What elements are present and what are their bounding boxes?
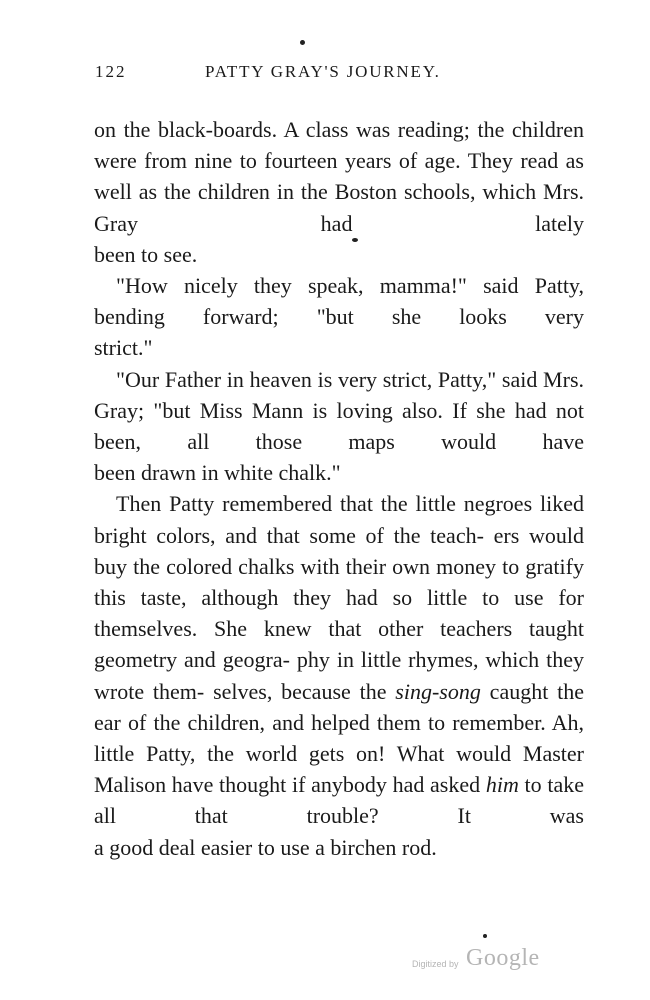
text-line: said Mrs. Gray; "but Miss Mann is loving also. bbox=[94, 366, 585, 423]
text-line: that other teachers taught geometry and geogra- bbox=[94, 616, 585, 673]
text-line: been to see. bbox=[94, 241, 198, 267]
page-number: 122 bbox=[95, 62, 127, 81]
paragraph-1 bbox=[94, 114, 584, 239]
page-speck-top bbox=[300, 40, 305, 45]
paragraph-2-end bbox=[94, 332, 584, 363]
emphasis-sing-song: sing-song bbox=[395, 678, 481, 704]
paragraph-3 bbox=[94, 364, 584, 458]
paragraph-4 bbox=[94, 488, 584, 831]
paragraph-2 bbox=[94, 270, 584, 332]
text-line: "Our Father in heaven is very strict, Patty," bbox=[116, 366, 497, 392]
running-head bbox=[95, 62, 585, 88]
text-line: had so little to use for themselves. She knew bbox=[94, 585, 585, 642]
text-line: strict." bbox=[94, 335, 153, 361]
text-line: selves, because the bbox=[213, 678, 396, 704]
text-line: Patty, bending forward; "but she looks very bbox=[94, 273, 584, 330]
text-line: If she had not been, all those maps would have bbox=[94, 397, 585, 455]
text-line: liked bright colors, and that some of the teach- bbox=[94, 491, 584, 548]
text-line: ers would buy the colored chalks with their bbox=[94, 522, 585, 579]
running-title: PATTY GRAY'S JOURNEY. bbox=[205, 62, 441, 81]
text-line: would Master Malison have thought if anybody bbox=[94, 741, 585, 798]
text-line: the children, and helped them to remember. bbox=[153, 709, 546, 735]
text-line: phy in little rhymes, which they wrote them- bbox=[94, 647, 584, 704]
text-line: children were from nine to fourteen years of bbox=[94, 117, 584, 174]
text-line: been drawn in white chalk." bbox=[94, 460, 341, 486]
text-line: age. They read as well as the children in the bbox=[94, 148, 584, 205]
body-text bbox=[94, 114, 584, 863]
paragraph-4-end bbox=[94, 832, 584, 863]
emphasis-him: him bbox=[485, 772, 519, 798]
google-logo: Google bbox=[466, 945, 540, 971]
digitized-by-google-watermark bbox=[400, 945, 560, 975]
text-line: Then Patty remembered that the little negroes bbox=[116, 491, 533, 517]
text-line: on the black-boards. A class was reading; the bbox=[94, 117, 505, 142]
text-line: to take all that trouble? It was bbox=[94, 772, 584, 829]
text-line: "How nicely they speak, mamma!" said bbox=[116, 273, 519, 299]
page-speck-bottom bbox=[483, 934, 487, 938]
text-line: a good deal easier to use a birchen rod. bbox=[94, 834, 437, 860]
paragraph-3-end bbox=[94, 457, 584, 488]
text-line: own money to gratify this taste, although they bbox=[94, 553, 584, 611]
text-line: Ah, little Patty, the world gets on! What bbox=[94, 709, 585, 767]
text-line: caught the ear of bbox=[94, 678, 585, 735]
watermark-digitized-label: Digitized by bbox=[412, 959, 459, 969]
text-line: Boston schools, which Mrs. Gray had lately bbox=[94, 179, 585, 236]
text-line: had asked bbox=[392, 772, 486, 798]
paragraph-1-end bbox=[94, 239, 584, 270]
